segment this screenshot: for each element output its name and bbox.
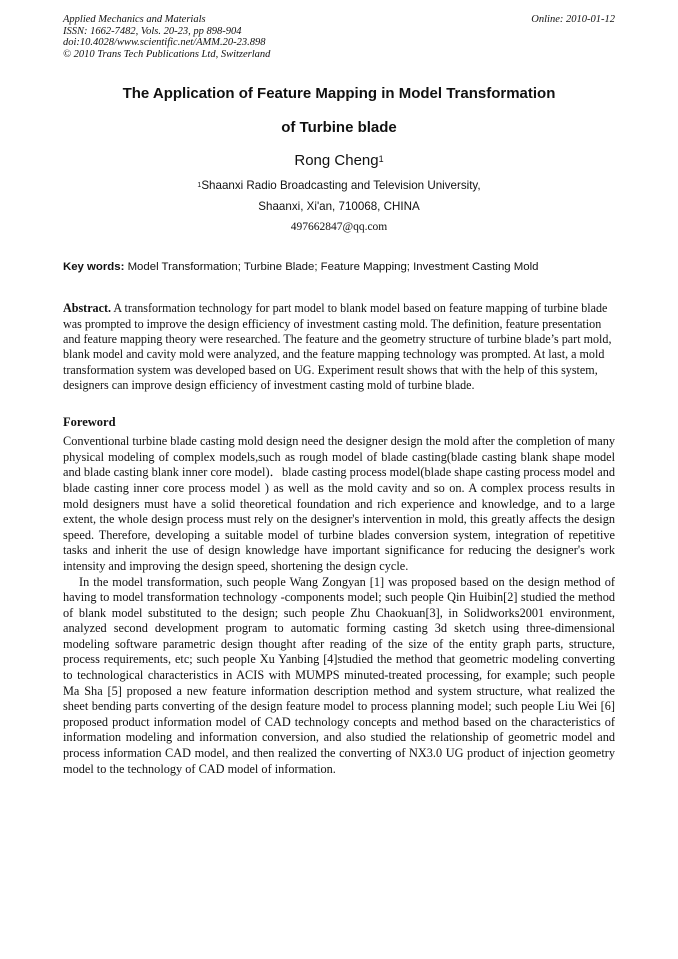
- author: [63, 151, 615, 171]
- affiliation-line-2: Shaanxi, Xi'an, 710068, CHINA: [258, 200, 420, 214]
- paper-title: [63, 77, 615, 145]
- foreword-paragraph-2: In the model transformation, such people Wang Zongyan [1] was proposed based on the design method of having to model transformation technology -components model; such people Qin Huibin[2] studied the method of blank model substituted to the design; such people Zhu Chaokuan[3], in Solidworks2001 environment, analyzed second development program to automatic forming casting 3d sketch using three-dimensional modeling software parametric design thought after reading of the size of the entity graph parts, structure, process requirements, etc; such people Xu Yanbing [4]studied the method that geometric modeling converting to technological characteristics in ACIS with MUMPS minuted-treated processing, for example; such people Ma Sha [5] proposed a new feature information description method and system structure, what realized the sheet bending parts converting of the design feature model to process planning model; such people Liu Wei [6] proposed product information model of CAD technology concepts and method based on the characteristics of information modeling and information conversion, and also studied the relationship of geometric model and process information CAD model, and then realized the converting of NX3.0 UG product of injection geometry model to the technology of CAD model of information.: [63, 574, 615, 776]
- issn-line: ISSN: 1662-7482, Vols. 20-23, pp 898-904: [63, 25, 242, 37]
- author-affiliation-mark: 1: [378, 154, 384, 165]
- paper-page: [63, 14, 615, 777]
- doi-line: doi:10.4028/www.scientific.net/AMM.20-23.898: [63, 37, 266, 49]
- affiliation-line-1: [63, 175, 615, 196]
- keywords-label: Key words:: [63, 261, 125, 274]
- copyright-line: © 2010 Trans Tech Publications Ltd, Switzerland: [63, 48, 271, 60]
- online-date: Online: 2010-01-12: [531, 14, 615, 25]
- abstract: [63, 301, 615, 393]
- abstract-label: Abstract.: [63, 301, 112, 316]
- affiliation-text-1: Shaanxi Radio Broadcasting and Television University,: [201, 179, 481, 193]
- foreword-paragraph-1: Conventional turbine blade casting mold design need the designer design the mold after the completion of many physical modeling of complex models,such as rough model of blade casting(blade casting blank shape model and blade casting blank inner core model)．blade casting process model(blade shape casting process model and blade casting inner core process model ) as well as the mold cavity and so on. A complex process results in mold designers must have a solid theoretical foundation and rich experience and knowledge, and to a large extent, the whole design process must rely on the designer's intervention in mold, this greatly affects the design speed. Therefore, developing a suitable model of turbine blades conversion system, integration of repetitive tasks and inherit the use of design knowledge have important significance for reducing the designer's work intensity and improving the design speed, shortening the design cycle.: [63, 434, 615, 573]
- author-name: Rong Cheng: [294, 152, 379, 170]
- journal-header: [63, 14, 615, 60]
- title-line-2: of Turbine blade: [281, 119, 397, 137]
- affiliation: [63, 175, 615, 217]
- affiliation-mark: 1: [197, 182, 202, 190]
- author-email: 497662847@qq.com: [290, 221, 388, 234]
- foreword-body: [63, 434, 615, 777]
- journal-name: Applied Mechanics and Materials: [63, 14, 206, 25]
- abstract-text: A transformation technology for part model to blank model based on feature mapping of turbine blade was prompted to improve the design efficiency of investment casting mold. The definition, feature presentation and feature mapping theory were researched. The feature and the geometry structure of turbine blade’s part mold, blank model and cavity mold were analyzed, and the feature mapping technology was prompted. At last, a mold transformation system was developed based on UG. Experiment result shows that with the help of this system, designers can improve design efficiency of investment casting mold of turbine blade.: [63, 301, 612, 392]
- title-line-1: The Application of Feature Mapping in Model Transformation: [122, 85, 556, 103]
- keywords: [63, 259, 615, 275]
- section-title-foreword: Foreword: [63, 415, 116, 430]
- keywords-text: Model Transformation; Turbine Blade; Feature Mapping; Investment Casting Mold: [124, 261, 539, 274]
